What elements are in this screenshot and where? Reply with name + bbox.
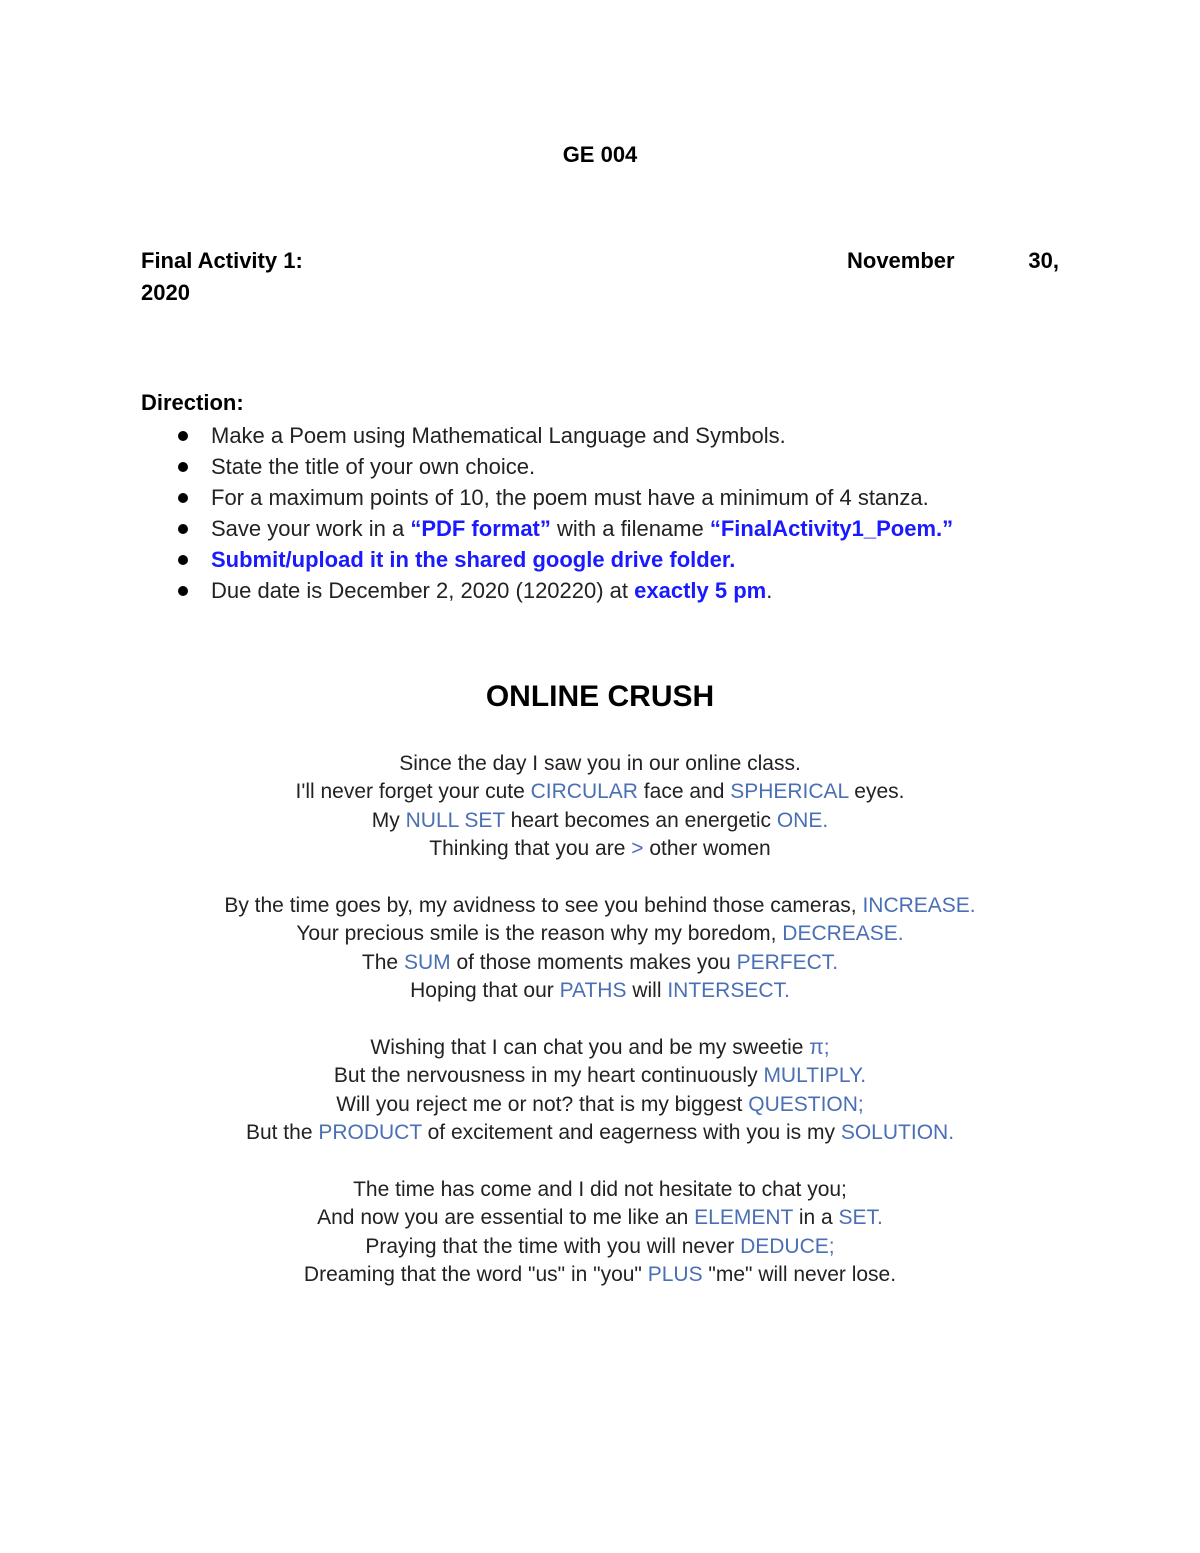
poem-line <box>0 1091 1200 1119</box>
direction-text: Make a Poem using Mathematical Language and Symbols. <box>211 423 786 448</box>
poem-line <box>0 977 1200 1005</box>
poem-text: But the <box>245 1121 319 1145</box>
poem-text: Praying that the time with you will never <box>365 1234 741 1258</box>
math-symbol: π; <box>809 1035 830 1059</box>
math-keyword: SOLUTION. <box>840 1121 955 1145</box>
direction-heading: Direction: <box>141 390 244 415</box>
math-keyword: MULTIPLY. <box>763 1064 867 1088</box>
poem-line <box>0 920 1200 948</box>
poem-line <box>0 1119 1200 1147</box>
poem-text: of those moments makes you <box>450 950 737 974</box>
math-symbol: > <box>631 837 644 861</box>
direction-text: with a filename <box>550 516 710 541</box>
poem-text: face and <box>637 780 731 804</box>
poem-text: will <box>626 979 668 1003</box>
poem-text: Dreaming that the word "us" in "you" <box>303 1263 648 1287</box>
poem-text: Hoping that our <box>410 979 560 1003</box>
poem-body <box>0 750 1200 1289</box>
math-keyword: PRODUCT <box>318 1121 422 1145</box>
poem-text: But the nervousness in my heart continuously <box>333 1064 764 1088</box>
poem-text: of excitement and eagerness with you is my <box>421 1121 841 1145</box>
activity-date-month: November <box>847 248 955 273</box>
poem-text: in a <box>792 1206 839 1230</box>
poem-text: By the time goes by, my avidness to see you behind those cameras, <box>224 893 863 917</box>
direction-text: Save your work in a <box>211 516 411 541</box>
poem-text: Wishing that I can chat you and be my sweetie <box>370 1035 810 1059</box>
poem-line <box>0 778 1200 806</box>
direction-text: Due date is December 2, 2020 (120220) at <box>211 578 635 603</box>
poem-text: eyes. <box>848 780 905 804</box>
bullet-icon <box>178 462 188 472</box>
direction-list <box>176 420 1076 606</box>
deadline-time-emphasis: exactly 5 pm <box>634 578 767 603</box>
math-keyword: DECREASE. <box>782 922 904 946</box>
math-keyword: SUM <box>403 950 451 974</box>
course-code: GE 004 <box>562 142 638 167</box>
poem-text: I'll never forget your cute <box>295 780 531 804</box>
math-keyword: NULL SET <box>405 808 505 832</box>
direction-text: For a maximum points of 10, the poem must have a minimum of 4 stanza. <box>211 485 929 510</box>
math-keyword: PATHS <box>559 979 627 1003</box>
math-keyword: SPHERICAL <box>730 780 849 804</box>
activity-title: Final Activity 1: <box>141 248 303 273</box>
poem-text: other women <box>643 837 771 861</box>
pdf-format-emphasis: “PDF format” <box>410 516 551 541</box>
poem-text: Since the day I saw you in our online class. <box>399 752 801 775</box>
poem-line <box>0 807 1200 835</box>
direction-item <box>176 420 1076 451</box>
bullet-icon <box>178 431 188 441</box>
poem-text: Your precious smile is the reason why my boredom, <box>296 922 783 946</box>
poem-line <box>0 1176 1200 1204</box>
poem-text: Will you reject me or not? that is my biggest <box>336 1092 749 1116</box>
activity-date-day: 30, <box>1028 248 1059 273</box>
math-keyword: INTERSECT. <box>667 979 790 1003</box>
activity-header <box>141 248 1059 276</box>
poem-text: Thinking that you are <box>429 837 632 861</box>
math-keyword: CIRCULAR <box>530 780 638 804</box>
filename-emphasis: “FinalActivity1_Poem.” <box>709 516 954 541</box>
direction-text: . <box>766 578 773 603</box>
submit-instruction: Submit/upload it in the shared google drive folder. <box>211 547 736 572</box>
poem-line <box>0 750 1200 778</box>
math-keyword: SET. <box>838 1206 883 1230</box>
bullet-icon <box>178 555 188 565</box>
poem-line <box>0 1034 1200 1062</box>
stanza-gap <box>0 864 1200 892</box>
math-keyword: DEDUCE; <box>740 1234 835 1258</box>
direction-text: State the title of your own choice. <box>211 454 536 479</box>
poem-line <box>0 1233 1200 1261</box>
activity-date-year: 2020 <box>141 280 190 305</box>
poem-line <box>0 1062 1200 1090</box>
math-keyword: QUESTION; <box>748 1092 864 1116</box>
math-keyword: PERFECT. <box>736 950 839 974</box>
math-keyword: ELEMENT <box>694 1206 793 1230</box>
poem-line <box>0 949 1200 977</box>
stanza-gap <box>0 1006 1200 1034</box>
poem-text: And now you are essential to me like an <box>317 1206 695 1230</box>
direction-item <box>176 575 1076 606</box>
poem-text: The <box>361 950 404 974</box>
stanza-gap <box>0 1147 1200 1175</box>
math-keyword: PLUS <box>647 1263 703 1287</box>
poem-text: My <box>371 808 406 832</box>
poem-title: ONLINE CRUSH <box>485 680 715 713</box>
poem-line <box>0 1261 1200 1289</box>
direction-item <box>176 482 1076 513</box>
poem-text: "me" will never lose. <box>702 1263 897 1287</box>
poem-text: heart becomes an energetic <box>504 808 777 832</box>
poem-text: The time has come and I did not hesitate to chat you; <box>353 1177 847 1201</box>
poem-line <box>0 1204 1200 1232</box>
bullet-icon <box>178 493 188 503</box>
math-keyword: ONE. <box>776 808 829 832</box>
math-keyword: INCREASE. <box>862 893 976 917</box>
bullet-icon <box>178 586 188 596</box>
direction-item <box>176 544 1076 575</box>
bullet-icon <box>178 524 188 534</box>
poem-line <box>0 835 1200 863</box>
poem-line <box>0 892 1200 920</box>
direction-item <box>176 513 1076 544</box>
direction-item <box>176 451 1076 482</box>
